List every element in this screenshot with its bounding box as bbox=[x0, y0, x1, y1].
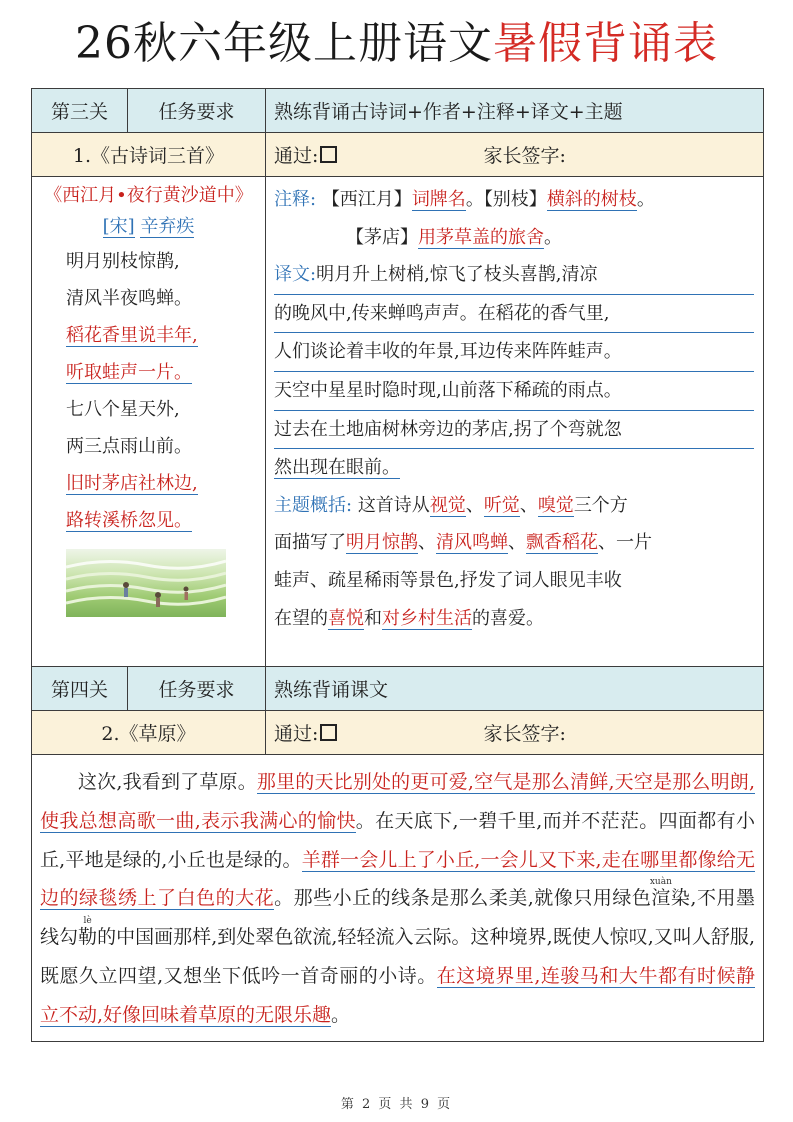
poem-row bbox=[32, 177, 764, 667]
note-term: 【别枝】 bbox=[483, 189, 547, 210]
translation-line: 人们谈论着丰收的年景,耳边传来阵阵蛙声。 bbox=[274, 333, 757, 372]
punctuation: 、 bbox=[519, 494, 538, 516]
section4-header-row bbox=[32, 667, 764, 711]
punctuation: 。 bbox=[465, 189, 484, 210]
poem-line: 明月别枝惊鹊, bbox=[66, 251, 180, 272]
theme-keyword: 飘香稻花 bbox=[526, 532, 598, 554]
page-title bbox=[0, 14, 793, 74]
passage-segment: 这次,我看到了草原。 bbox=[78, 771, 257, 793]
theme-keyword: 清风鸣蝉 bbox=[436, 532, 508, 554]
passage-segment: 。 bbox=[331, 1003, 351, 1026]
section3-task-label: 任务要求 bbox=[128, 89, 266, 133]
notes-label: 注释: bbox=[274, 189, 317, 210]
theme-label: 主题概括: bbox=[274, 494, 353, 516]
theme-line-4 bbox=[274, 600, 757, 638]
theme-keyword: 明月惊鹊 bbox=[346, 532, 418, 554]
rice-terrace-picture bbox=[66, 549, 226, 617]
pass-checkbox[interactable] bbox=[320, 724, 337, 741]
section4-item: 2.《草原》 bbox=[32, 711, 266, 755]
punctuation: 。 bbox=[636, 189, 655, 210]
theme-line-3: 蛙声、疏星稀雨等景色,抒发了词人眼见丰收 bbox=[274, 569, 622, 591]
section4-status-row bbox=[32, 711, 764, 755]
pass-label: 通过: bbox=[274, 723, 319, 745]
section4-task-label: 任务要求 bbox=[128, 667, 266, 711]
poem-author-name: 辛弃疾 bbox=[140, 216, 195, 237]
section4-level: 第四关 bbox=[32, 667, 128, 711]
section4-task: 熟练背诵课文 bbox=[266, 667, 764, 711]
title-highlight: 暑假背诵表 bbox=[493, 18, 718, 69]
theme-text: 和 bbox=[364, 607, 382, 629]
note-definition: 用茅草盖的旅舍 bbox=[418, 226, 544, 248]
theme-keyword: 视觉 bbox=[429, 494, 466, 516]
pass-label: 通过: bbox=[274, 145, 319, 167]
translation-label: 译文: bbox=[274, 264, 317, 286]
poem-line-highlight: 旧时茅店社林边, bbox=[66, 473, 198, 494]
poem-line: 两三点雨山前。 bbox=[66, 436, 192, 457]
passage-highlight: 羊群一会儿上了小丘,一会儿又下来,走在哪里都像给无边的绿毯绣上了白色的大花 bbox=[40, 848, 755, 910]
poem-title: 《西江月•夜行黄沙道中》 bbox=[44, 185, 253, 206]
note-definition: 横斜的树枝 bbox=[546, 189, 637, 210]
title-main: 26秋六年级上册语文 bbox=[75, 18, 493, 69]
theme-keyword: 喜悦 bbox=[328, 607, 364, 629]
theme-text: 三个方 bbox=[573, 494, 628, 516]
translation-line: 然出现在眼前。 bbox=[274, 457, 400, 479]
theme-keyword: 听觉 bbox=[483, 494, 520, 516]
note-term: 【茅店】 bbox=[346, 226, 418, 248]
section3-level: 第三关 bbox=[32, 89, 128, 133]
theme-keyword: 嗅觉 bbox=[537, 494, 574, 516]
translation-text: 明月升上树梢,惊飞了枝头喜鹊,清凉 bbox=[316, 264, 598, 286]
translation-line: 的晚风中,传来蝉鸣声声。在稻花的香气里, bbox=[274, 295, 757, 334]
parent-sign-label: 家长签字: bbox=[483, 145, 566, 167]
recitation-table bbox=[31, 88, 764, 1042]
passage-row bbox=[32, 755, 764, 1042]
poem-line: 七八个星天外, bbox=[66, 399, 180, 420]
pinyin-word: 渲xuàn bbox=[649, 877, 672, 910]
section3-task: 熟练背诵古诗词+作者+注释+译文+主题 bbox=[266, 89, 764, 133]
theme-text: 、一片 bbox=[598, 532, 652, 554]
note-definition: 词牌名 bbox=[411, 189, 466, 210]
theme-line-2 bbox=[274, 524, 757, 562]
translation-line: 天空中星星时隐时现,山前落下稀疏的雨点。 bbox=[274, 372, 757, 411]
poem-line: 清风半夜鸣蝉。 bbox=[66, 288, 192, 309]
note-term: 【西江月】 bbox=[321, 189, 412, 210]
passage-highlight: 在这境界里,连骏马和大牛都有时候静立不动,好像回味着草原的无限乐趣 bbox=[40, 964, 755, 1026]
pinyin-word: 勒lè bbox=[78, 916, 98, 949]
punctuation: 、 bbox=[465, 494, 484, 516]
passage-segment: 。在天底下,一碧千里,而并不茫茫。四面都有小丘,平地是绿的,小丘也是绿的。 bbox=[40, 809, 755, 871]
section3-item: 1.《古诗词三首》 bbox=[32, 133, 266, 177]
notes-line-1 bbox=[274, 181, 757, 219]
punctuation: 、 bbox=[418, 532, 436, 554]
section4-status bbox=[266, 711, 764, 755]
theme-text: 面描写了 bbox=[274, 532, 346, 554]
section3-status bbox=[266, 133, 764, 177]
theme-keyword: 对乡村生活 bbox=[382, 607, 472, 629]
poem-line-highlight: 听取蛙声一片。 bbox=[66, 362, 192, 383]
theme-text: 的喜爱。 bbox=[472, 607, 544, 629]
poem-line-highlight: 路转溪桥忽见。 bbox=[66, 510, 192, 531]
passage-cell bbox=[32, 755, 764, 1042]
punctuation: 。 bbox=[544, 226, 562, 248]
theme-line-1 bbox=[274, 487, 757, 525]
poem-line-highlight: 稻花香里说丰年, bbox=[66, 325, 198, 346]
notes-line-2 bbox=[274, 219, 757, 257]
page-footer: 第 2 页 共 9 页 bbox=[340, 1097, 453, 1112]
parent-sign-label: 家长签字: bbox=[483, 723, 566, 745]
passage-segment: 。那些小丘的线条是那么柔美,就像只用绿色 bbox=[274, 887, 652, 910]
passage-highlight: 那里的天比别处的更可爱,空气是那么清鲜,天空是那么明朗,使我总想高歌一曲,表示我满心的愉快 bbox=[40, 771, 755, 832]
poem-author bbox=[32, 211, 265, 243]
section3-header-row bbox=[32, 89, 764, 133]
section3-status-row bbox=[32, 133, 764, 177]
theme-text: 在望的 bbox=[274, 607, 328, 629]
poem-cell bbox=[32, 177, 266, 667]
translation-line bbox=[274, 256, 757, 295]
punctuation: 、 bbox=[508, 532, 526, 554]
poem-dynasty: [宋] bbox=[102, 216, 135, 237]
passage-text bbox=[40, 763, 755, 1035]
passage-segment: 染,不用墨线勾 bbox=[40, 887, 755, 949]
theme-text: 这首诗从 bbox=[357, 494, 430, 516]
pass-checkbox[interactable] bbox=[320, 146, 337, 163]
translation-line: 过去在土地庙树林旁边的茅店,拐了个弯就忽 bbox=[274, 411, 757, 450]
notes-cell bbox=[266, 177, 764, 667]
passage-segment: 的中国画那样,到处翠色欲流,轻轻流入云际。这种境界,既使人惊叹,又叫人舒服,既愿久立四望,又想坐下低吟一首奇丽的小诗。 bbox=[40, 926, 755, 987]
